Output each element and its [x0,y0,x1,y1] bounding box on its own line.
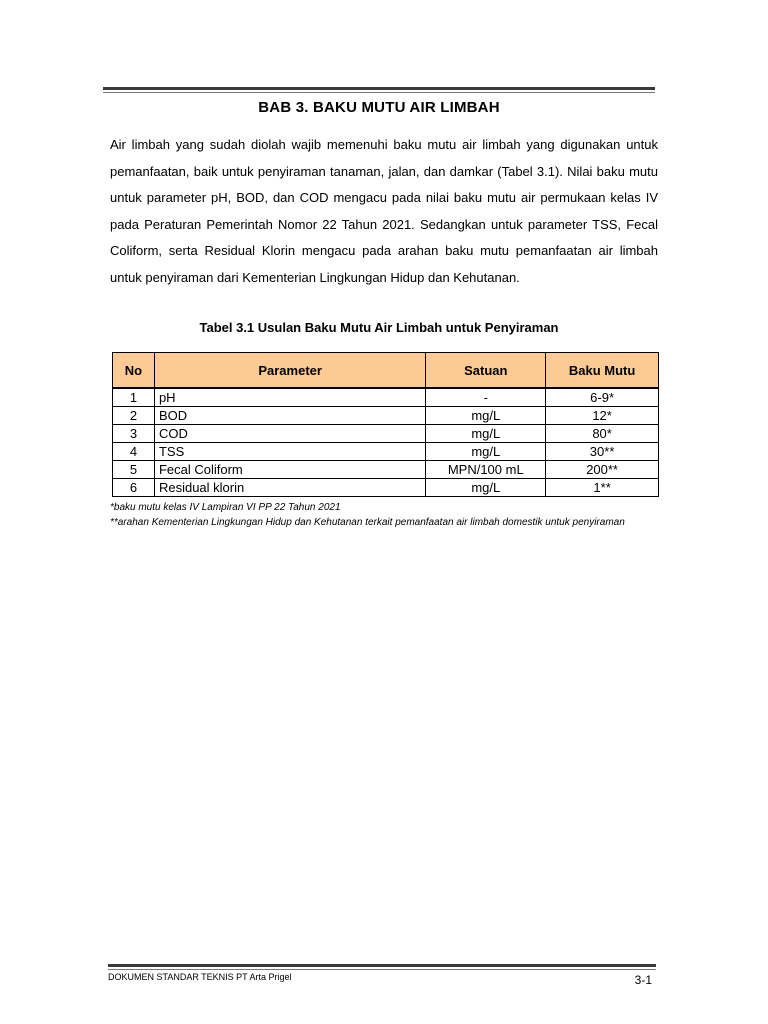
cell-baku-mutu: 12* [546,407,659,425]
page-number: 3-1 [634,973,652,987]
cell-no: 2 [113,407,155,425]
cell-no: 4 [113,443,155,461]
cell-satuan: MPN/100 mL [426,461,546,479]
table-row [113,479,659,497]
body-paragraph: Air limbah yang sudah diolah wajib memenuhi baku mutu air limbah yang digunakan untuk pemanfaatan, baik untuk penyiraman tanaman, jalan, dan damkar (Tabel 3.1). Nilai baku mutu untuk parameter pH, BOD, dan COD mengacu pada nilai baku mutu air permukaan kelas IV pada Peraturan Pemerintah Nomor 22 Tahun 2021. Sedangkan untuk parameter TSS, Fecal Coliform, serta Residual Klorin mengacu pada arahan baku mutu pemanfaatan air limbah untuk penyiraman dari Kementerian Lingkungan Hidup dan Kehutanan. [110,137,658,285]
table-row [113,388,659,407]
cell-parameter: pH [154,388,425,407]
cell-parameter: COD [154,425,425,443]
cell-baku-mutu: 200** [546,461,659,479]
standards-table [112,352,659,497]
footer-document-label: DOKUMEN STANDAR TEKNIS PT Arta Prigel [108,972,292,982]
cell-no: 6 [113,479,155,497]
cell-parameter: TSS [154,443,425,461]
table-caption: Tabel 3.1 Usulan Baku Mutu Air Limbah untuk Penyiraman [199,320,559,335]
header-no: No [113,353,155,389]
table-row [113,407,659,425]
cell-satuan: mg/L [426,407,546,425]
table-row [113,443,659,461]
note-pp22: *baku mutu kelas IV Lampiran VI PP 22 Tahun 2021 [110,502,341,513]
table-row [113,425,659,443]
footer-rule-thin [108,969,656,970]
header-baku-mutu: Baku Mutu [546,353,659,389]
cell-no: 1 [113,388,155,407]
table-notes [110,500,670,530]
cell-satuan: mg/L [426,479,546,497]
cell-baku-mutu: 30** [546,443,659,461]
cell-parameter: Fecal Coliform [154,461,425,479]
cell-satuan: mg/L [426,443,546,461]
table-header-row [113,353,659,389]
cell-no: 5 [113,461,155,479]
cell-no: 3 [113,425,155,443]
header-satuan: Satuan [426,353,546,389]
note-klhk: **arahan Kementerian Lingkungan Hidup dan Kehutanan terkait pemanfaatan air limbah domestik untuk penyiraman [110,517,625,528]
cell-satuan: mg/L [426,425,546,443]
header-parameter: Parameter [154,353,425,389]
header-rule-thin [103,92,655,93]
header-rule [103,87,655,90]
cell-baku-mutu: 1** [546,479,659,497]
cell-baku-mutu: 6-9* [546,388,659,407]
chapter-title: BAB 3. BAKU MUTU AIR LIMBAH [258,99,500,116]
cell-parameter: Residual klorin [154,479,425,497]
cell-parameter: BOD [154,407,425,425]
cell-baku-mutu: 80* [546,425,659,443]
table-row [113,461,659,479]
cell-satuan: - [426,388,546,407]
footer-rule [108,964,656,967]
